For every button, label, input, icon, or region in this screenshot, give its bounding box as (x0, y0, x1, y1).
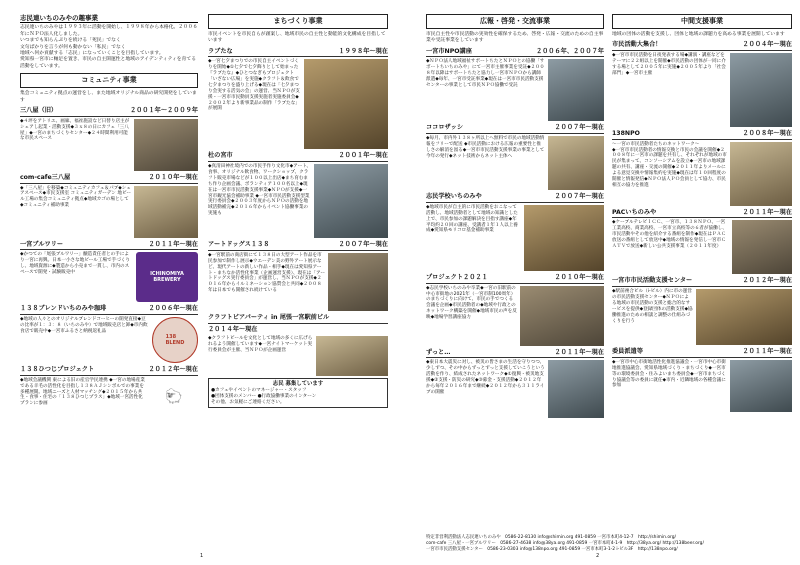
entry-text: ◆地域市民が自主的に市民活動をおこなって活動し、地域活動者として地域の知識とした上で、市民参加の課題解決を目指す講座◆年平均約２０回の講座、受講者１年１人以上養成◆愛知県モリコロ基金補助事業 (426, 204, 518, 234)
page-number: 1 (200, 552, 204, 559)
recruit-item: ●カフェやイベントのマネージャー・スタッフ (211, 388, 307, 394)
entry-title: １３８ブレンドいちのみや珈琲 ２００６年〜現在 (20, 305, 198, 315)
entry-title: PACいちのみや ２０１１年〜現在 (612, 209, 792, 219)
section-sub-community: 集会コミュニティ拠点の運営をし、また地域オリジナル商品の研究開発をしています (20, 91, 197, 103)
footer-line: com-cafe 三八屋・一宮ブルワリー 0586-27-4638 info@38ya.org 491-0859 一宮市本町4-1-9 http://38ya.org/ http://138beer.org/ (426, 540, 704, 546)
entry-title: アートドッグス１３８ ２００７年〜現在 (208, 241, 388, 251)
intro-text: 志民連いちのみやは１９９３年に活動を開始し、１９９８年から本格化。２００６年にＮＰＯ法人化しました。 いつまでも知らんぷりを続ける「死民」でなく 文句ばかりを言うが何も動かない「私民」でなく 地域へ何か貢献する「志民」になっていくことを目指しています。 愛知県一宮市に軸足を置き、市民の自主開運性と地域のアイデンティティを育てる活動をしています。 (20, 25, 198, 69)
entry-title: ラブたな １９９８年〜現在 (208, 48, 388, 58)
entry-text: ◆駅前複合ビル（i-ビル）内に市の運営の市民活動支援センター◆ＮＰＯによる地域の市民活動の支援と総合的なサービスを提供◆登録団体の活動支援◆協働推進のための相談と調整の仕組みづくりを行う (612, 289, 693, 324)
page2-column-1 (426, 14, 604, 420)
section-header-community: コミュニティ事業 (20, 73, 198, 88)
entry-title: プロジェクト２０２１ ２０１０年〜現在 (426, 274, 604, 284)
entry-text: ◆毎月、市内外１３８ヶ所以上へ無料で市民の地域活動情報をフリーで配送 ◆市民活動における広報の重要性と推しさの解消を図る◆一宮市市民活動支援事業の事業として今年の発行◆ネット技術からネット主体へ (426, 136, 545, 159)
entry-title: 一宮市市民活動支援センター ２０１２年〜現在 (612, 277, 792, 287)
section-sub-pr: 市民自主性や市民活動の実効性を確保するため、啓発・広報・交流のための自主事業や受託事業をしています (426, 31, 604, 44)
entry-text: ◆４坪をアトリエ、画廊、福祉施設など日替り店主がシェアし起業・活動支援◆３ｘ８の日にカフェ「三八屋」◆一宮のまちづくりセンター◆２４時間利用可能な市民スペース (20, 118, 130, 142)
contact-footer (426, 535, 792, 553)
photo (134, 119, 198, 171)
entry-text: ◆ＮＰＯ法人地域福祉サポートちたとＮＰＯとの協働「サポートちいちのみや」にて一宮市主催事業を受託◆２００８年以降はサポートちたと協力し一宮市ＮＰＯから講師派遣◆毎年、一宮市受託事業◆現在は一宮市市民活動支援センターの事業として市民ＮＰＯ協働で受託 (426, 59, 545, 88)
entry-text: ◆一宮市市民活動を日夜発表する場◆講演・講座などをテーマに２２組以上を開催◆市民活動の団体が一同に介する場として２００５年に実施◆２００５年より「社会部門」◆一宮市主催 (612, 52, 726, 76)
section-sub-town: 市民イベントを市民自らが創案し、地域市民の自主性と動能的文化構成を目指しています (208, 31, 386, 44)
coffee-logo: 138 BLEND (152, 317, 198, 363)
photo (520, 286, 604, 346)
entry-text: ◆一宮市中心市街地活性化推進協議会・一宮市中心市街地推進協議会、愛知県地域づくり・まちづくり◆一宮市等の環境委員会・住みよいまち委員会◆一宮市まちづくり協議会等の委員に就任◆市内・近隣地域の各種会議に参加 (612, 359, 726, 389)
entry-title: 一宮ブルワリー ２０１１年〜現在 (20, 241, 198, 251)
page1-column-2 (208, 14, 388, 408)
entry-title: 市民活動大集合！ ２００４年〜現在 (612, 41, 792, 51)
entry-text: ◆東日本大震災に対し、被災の皆さまの生活を守りつつ、少しずつ、その中からずっとずっと支援していこうという活動を作り、結成されたネットワーク◆①復興・被災地支援◆②支援・防災の研究◆③募金・支援活動◆２０１２年から毎年２０１６年まで継続◆２０１２年から３１１ライブの開催 (426, 360, 545, 395)
entry-text: ◆地域の人々とのオリジナルブレンドコーヒーの開発直接◆豆の比率が１：３：８（いちのみや）で地域販売店と卸◆市内飲食店で販売中◆一宮市ふるさと納税返礼品 (20, 317, 148, 334)
entry-text: 〜一宮の市民活動者たちのネットワーク〜 ◆一宮市市民活動者の情報交換と市民の会議を開催◆２００８年に一宮市の課題を共有し、それぞれが地域の市民が集まって、コンソーシアムを設立◆一宮市の地域課題の共有、講座・交流の開催◆２０１１年よりメールによる意見交換や情報集約を実施◆現在は年１０回程度の開催と情報発信◆ＮＰＯ法人ＰＯ会員として協力、市民相互の協力を推進 (612, 141, 727, 188)
recruit-title: 志民 募集しています (272, 381, 324, 388)
photo (730, 360, 792, 412)
photo (732, 220, 792, 274)
entry-title: ずっと… ２０１１年〜現在 (426, 349, 604, 359)
section-header-pr: 広報・啓発・交流事業 (426, 14, 604, 29)
sheep-icon: 🐑 (165, 389, 183, 406)
section-sub-support: 地域の団体の活動を支援し、団体と地域の課題力を高める事業を展開しています (612, 31, 785, 37)
entry-text: ◆地域会議機関 東による旧の産官学民連携 ◆一宮の地場産業である羊毛の活性化を目指し１３８ＡＪシンボルでの事業を多種展開。地域ニーズと人材マッチング◆２０１５年から共生・食事・住宅の「１３８ひつじプラス」◆地域一宮活性化プランに参画 (20, 377, 145, 407)
photo (524, 205, 604, 271)
entry-title: 志民学校いちのみや ２００７年〜現在 (426, 193, 604, 203)
photo (696, 289, 792, 345)
section-header-town: まちづくり事業 (208, 14, 388, 29)
footer-line: 特定非営利活動法人志民連いちのみや 0586-22-8130 info@shimin.org 491-0859 一宮市本町4-12-7 http://shimin.org/ (426, 534, 677, 540)
photo (314, 164, 388, 238)
entry-title: 一宮市NPO講座 ２００６年、２００７年 (426, 48, 604, 58)
entry-text: ◆クラフトビールを文化として地域の多くに広げられるよう開催しています◆一宮ナイトマーケット実行委員会が主催、当ＮＰＯが企画運営 (208, 336, 313, 354)
photo (730, 142, 792, 206)
entry-text: ◆一宮七夕まつりでの市民自主イベントづくりを開始◆①七夕で七夕飾りとして始まった『ラブたな』◆ひとつなぎもプロジェクト「いざない広場」を実施◆クラフト＆飲食で七夕まつりを盛り上げる◆現在は「七夕まつり会実する活気の会」の運営、当ＮＰＯが支援・一宮市市民動員支援実施者実施委員会◆２００２年より新事業品の制作「ラブたな」が展開 (208, 59, 300, 112)
entry-text: ◆「三八屋」を移築◆コミュニティカフェ＆パブ◆シェアスペース◆市民支援室 コミュニティガーデン 地ビール工場の集会コミュニティ拠点◆地域カゴの場として◆コミュニティ補助事業 (20, 185, 131, 209)
photo (548, 59, 604, 121)
brewery-logo: ICHINOMIYA BREWERY (136, 252, 198, 302)
entry-title: 杜の宮市 ２００１年〜現在 (208, 152, 388, 162)
photo (328, 253, 388, 311)
recruit-box (208, 378, 388, 408)
entry-text: ◆一宮駅前の商店街にて１３８日の大型アート作品を市民参加で制作し展示◆ウエーデン美の野外アート展示など、現代アートの新しい作品・相手◆現在は愛知県アート・まちなか活性化事業（企画運営支援）、現在は「アートドッグス実行委員会」が運営し、当ＮＰＯが支援◆２０１６年からイルミネーション協賛会と共同◆２００８年は日本でも開催され続けている (208, 252, 326, 294)
entry-text: ◆志民学校いちのみや卒業◆一宮の旧駅前の中心市街地の2021年（一宮市制100周年）のまちづくりに向けて、市民の手でつくる会議を企画◆市民活動者の◆地域や行政とのネットワーク構築を開催◆地域市民の声を反映◆地場学習講座協力 (426, 285, 517, 321)
entry-year: ２０１４年〜現在 (208, 325, 258, 333)
entry-title: 138NPO ２００８年〜現在 (612, 130, 792, 140)
recruit-item: ●団体支援のメンバー ●行政協働事業のインターン (211, 393, 317, 399)
photo (548, 360, 604, 418)
page1-column-1 (20, 14, 198, 420)
recruit-item: その他、お気軽にご連絡ください。 (211, 399, 285, 405)
section-header-support: 中間支援事業 (612, 14, 792, 29)
entry-text: ◆ケーブルテレビＩＣＣ、一宮市、１３８ＮＰＯ、一宮工業高校、商業高校、一宮市立高校等の６者が協働し、市民活動やその他を紹介する番組を制作◆現在はＰＡＣ放送の番組として放送中◆地域の情報を発信し一宮市ＣＡＴＶで放送◆新しい公共支援事業（２０１１年度） (612, 220, 727, 249)
page2-column-2 (612, 14, 792, 414)
page1-title: 志民連いちのみやの趣事業 (20, 14, 198, 23)
photo (316, 336, 388, 376)
footer-line: 一宮市市民活動支援センター 0586-23-0303 info@138npo.org 491-0859 一宮市本町3-1-2 i-ビル3F http://138npo.org/ (426, 546, 678, 552)
page-2 (406, 4, 796, 561)
entry-title: クラフトビアパーティ in 尾張一宮駅前ビル (208, 314, 388, 324)
entry-title: １３８ひつじプロジェクト ２０１２年〜現在 (20, 366, 198, 376)
photo (548, 136, 604, 190)
entry-text: ◆かつての「尾張ブルワリー」醸造責任者との手により一宮に再興。日本一小さな地ビール工場で手づくりし、地域資源に◆製造から小売まで一貫し、市内のスペースで開発・試験販売中 (20, 252, 130, 275)
entry-title: 三八屋（旧） ２００１年〜２００９年 (20, 107, 198, 117)
page-1 (4, 4, 394, 561)
photo (730, 53, 792, 127)
entry-title: com-cafe三八屋 ２０１０年〜現在 (20, 174, 198, 184)
entry-title: 委員派遣等 ２０１１年〜現在 (612, 348, 792, 358)
entry-text: ◆真清田神社境内での市民手作り文化市◆アート、食事、オリジナル飲食物、ワークショップ、クラフト販売市場などが１００以上出店◆まち育むまち作り企画会議、ボランティア１００名以上◆現在は一宮市市民活動支援事業◆ＮＰＯが支援◆一宮市観光協会補助事業 ◆一宮市市民活動支援型業実行委員会◆２００３年度からＮＰＯの活動を地域活動補完◆２０１６年からイベント協働事業の実施も (208, 164, 311, 217)
photo (304, 59, 388, 149)
photo (134, 186, 198, 238)
page-number: 2 (596, 552, 600, 559)
entry-title: ココロザッシ ２００７年〜現在 (426, 124, 604, 134)
